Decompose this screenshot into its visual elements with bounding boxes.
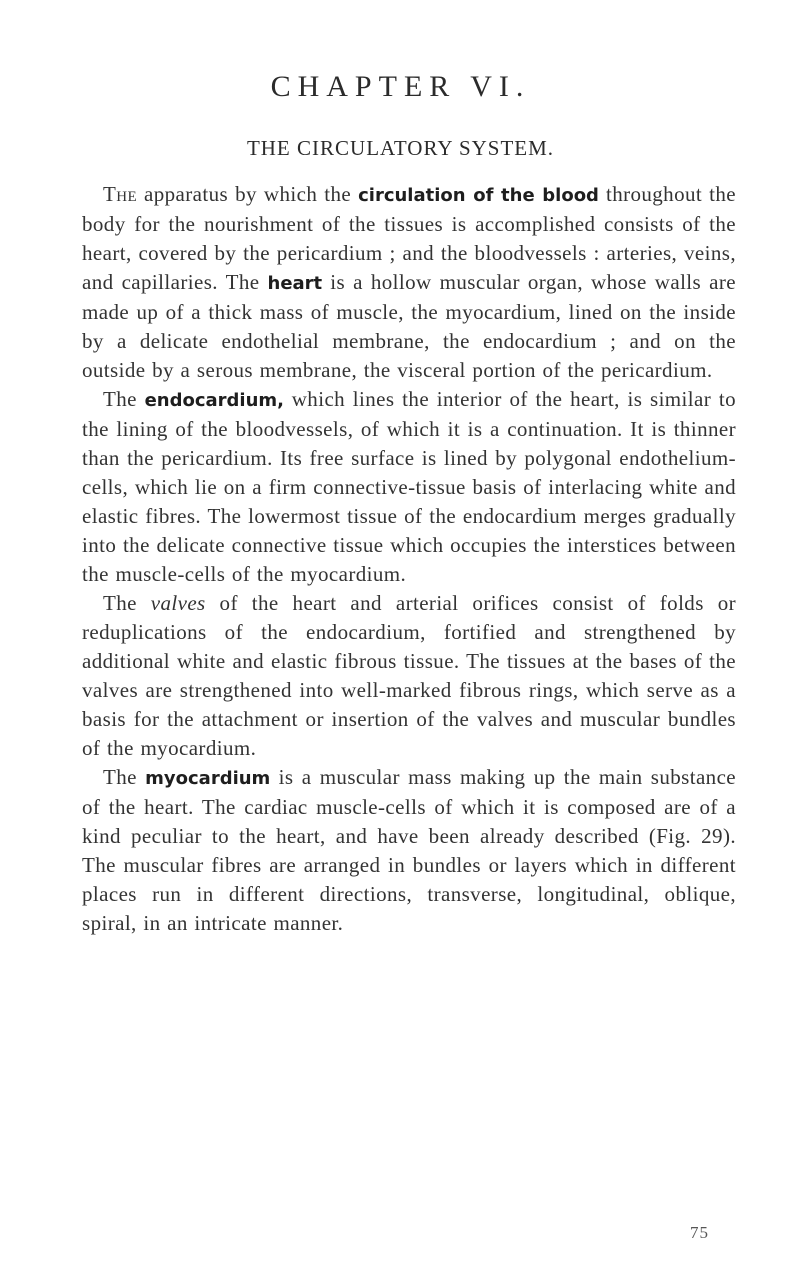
paragraph-myocardium [82, 763, 736, 938]
small-caps-lead: The [103, 182, 138, 206]
paragraph-endocardium [82, 385, 736, 589]
text-run: apparatus by which the [137, 182, 359, 206]
page-number: 75 [690, 1223, 709, 1242]
bold-term-heart: heart [267, 273, 323, 294]
chapter-heading: CHAPTER VI. [270, 70, 531, 103]
text-run: The [103, 591, 151, 615]
text-run: The [103, 387, 145, 411]
text-run: The [103, 765, 146, 789]
paragraph-circulation [82, 180, 736, 385]
paragraph-valves [82, 589, 736, 763]
text-run: is a hollow muscular organ, whose walls are made up of a thick mass of muscle, the myocardium, lined on the inside by a delicate endothelial membrane, the endocardium ; and on the outside by a serous membrane, the visceral portion of the pericardium. [82, 270, 736, 382]
text-run: throughout the body for the nourishment of the tissues is accomplished consists of the heart, covered by the pericardium ; and the bloodvessels : arteries, veins, and capillaries. The [82, 182, 736, 294]
chapter-title: THE CIRCULATORY SYSTEM. [246, 136, 555, 160]
text-run: of the heart and arterial orifices consist of folds or reduplications of the endocardium, fortified and strengthened by additional white and elastic fibrous tissue. The tissues at the bases of the valves are strengthened into well-marked fibrous rings, which serve as a basis for the attachment or insertion of the valves and muscular bundles of the myocardium. [82, 591, 736, 760]
italic-term-valves: valves [150, 591, 206, 615]
bold-term-myocardium: myocardium [145, 768, 271, 789]
bold-term-endocardium: endocardium, [144, 390, 285, 411]
text-run: which lines the interior of the heart, is similar to the lining of the bloodvessels, of which it is a continuation. It is thinner than the pericardium. Its free surface is lined by polygonal endothelium-cells, which lie on a firm connective-tissue basis of interlacing white and elastic fibres. The lowermost tissue of the endocardium merges gradually into the delicate connective tissue which occupies the interstices between the muscle-cells of the myocardium. [82, 387, 736, 586]
body-text [82, 180, 736, 938]
bold-term-circulation: circulation of the blood [358, 185, 599, 206]
text-run: is a muscular mass making up the main substance of the heart. The cardiac muscle-cells of which it is composed are of a kind peculiar to the heart, and have been already described (Fig. 29). The muscular fibres are arranged in bundles or layers which in different places run in different directions, transverse, longitudinal, oblique, spiral, in an intricate manner. [82, 765, 737, 935]
